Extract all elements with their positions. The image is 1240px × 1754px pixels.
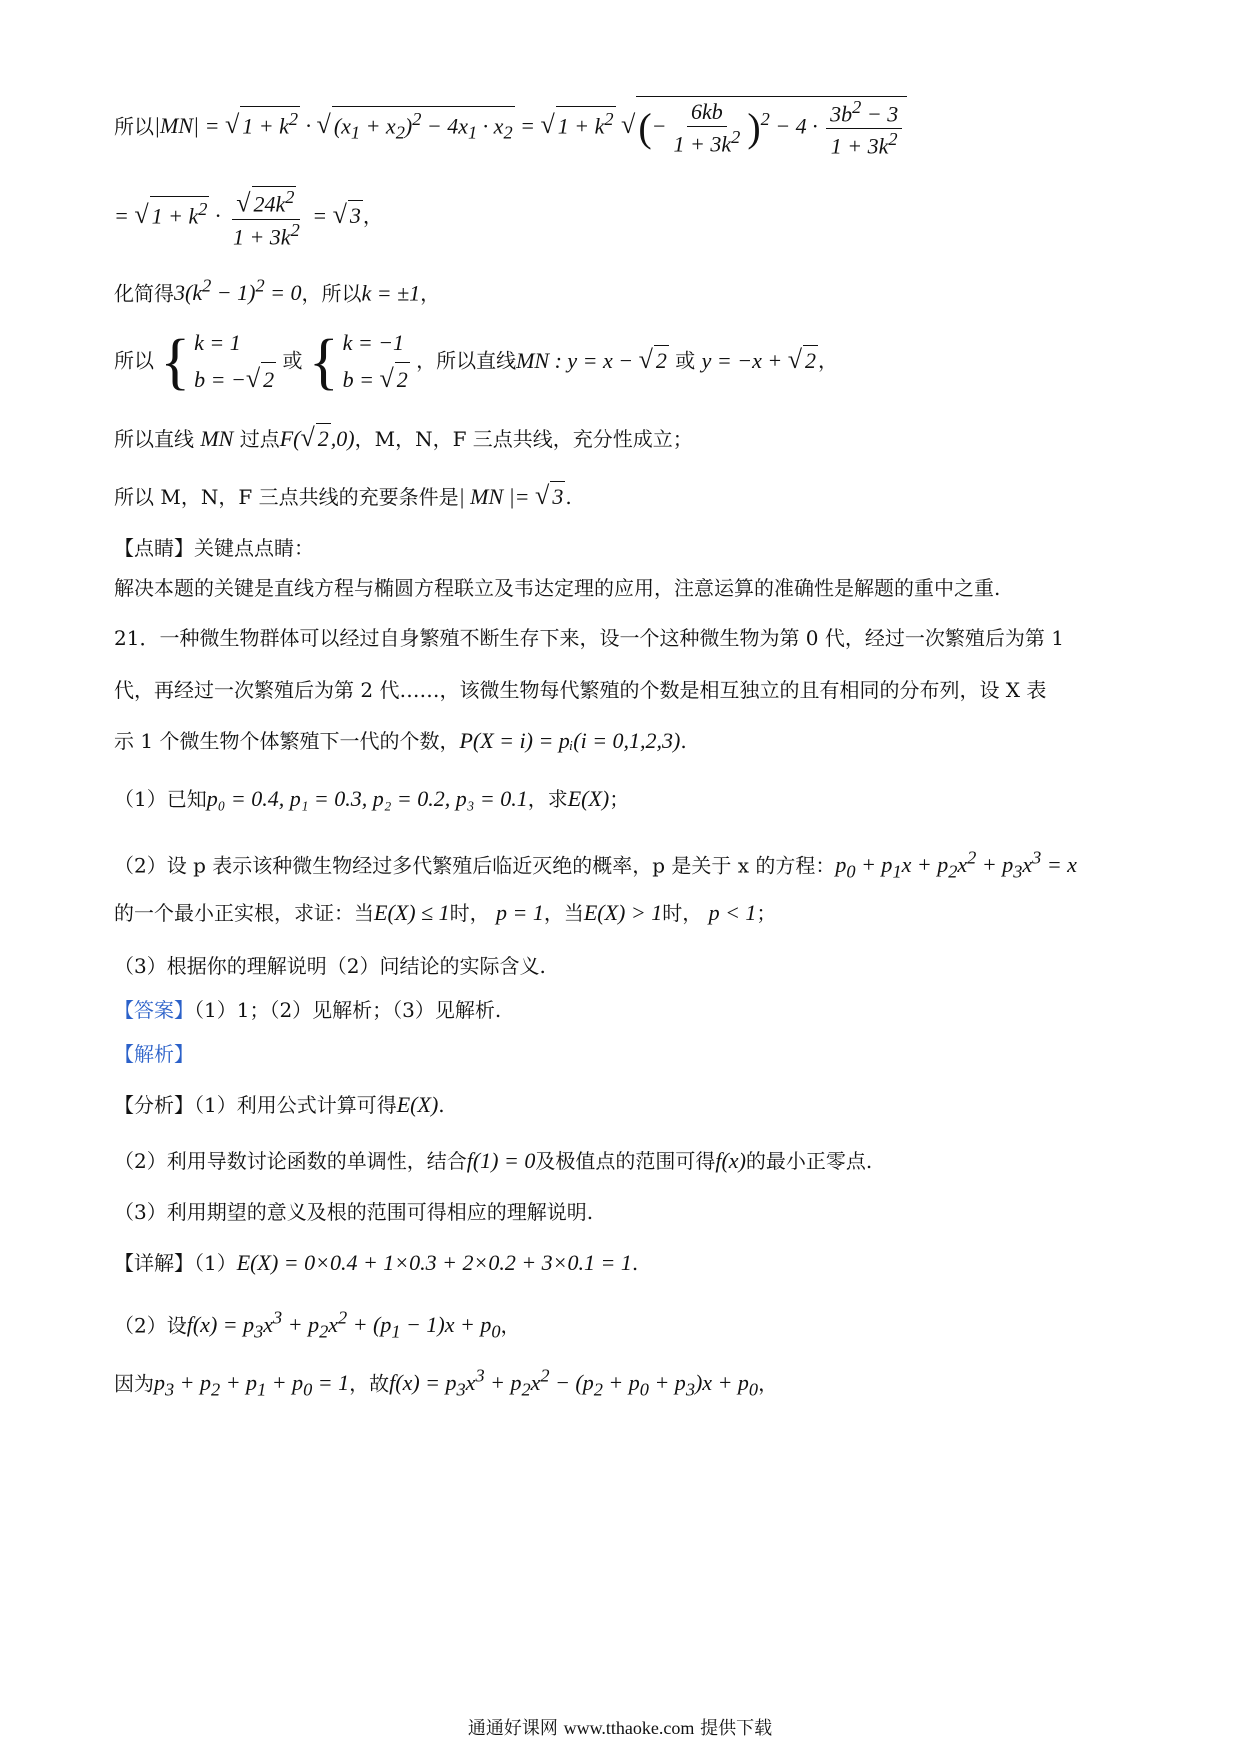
text-punct: ， — [362, 204, 383, 229]
formula-line-1: MN : y = x − √ 2 — [516, 348, 669, 373]
text: 的一个最小正实根，求证：当 — [114, 901, 374, 925]
text: ，M，N，F 三点共线，充分性成立； — [354, 427, 693, 451]
part3: （3）根据你的理解说明（2）问结论的实际含义. — [114, 954, 546, 978]
formula-point-f: F(√ 2,0) — [280, 426, 355, 451]
formula-sum-one: $p_3 + p_2 + p_1 + p_0 = 1$ — [154, 1370, 350, 1400]
line-passes-f — [114, 420, 693, 456]
dianjing-text: 解决本题的关键是直线方程与椭圆方程联立及韦达定理的应用，注意运算的准确性是解题的重中之重. — [114, 576, 1001, 600]
footer-site: 通通好课网 — [467, 1718, 558, 1739]
text: ，所以 — [301, 281, 362, 306]
text: ，所以直线 — [416, 348, 517, 373]
text: . — [565, 485, 572, 509]
text: 化简得 — [114, 281, 174, 306]
text: 过点 — [239, 427, 280, 451]
formula-f-rewritten: $f(x) = p_3x^3 + p_2x^2 - (p_2 + p_0 + p_3)x + p_0$ — [389, 1366, 759, 1400]
formula-expectation: E(X) = 0×0.4 + 1×0.3 + 2×0.2 + 3×0.1 = 1 — [236, 1250, 632, 1275]
q21-line-2: 代，再经过一次繁殖后为第 2 代……，该微生物每代繁殖的个数是相互独立的且有相同的分布列，设 X 表 — [114, 678, 1047, 702]
text: . — [438, 1093, 445, 1117]
formula-line-2: y = −x + √ 2 — [702, 348, 818, 373]
case-system-1: { k = 1 b = −√ 2 — [160, 328, 275, 396]
fenxi-2 — [114, 1146, 872, 1177]
xiangjie-1 — [114, 1248, 638, 1279]
fenxi-1 — [114, 1090, 445, 1121]
text: ； — [609, 787, 630, 811]
text: . — [631, 1251, 639, 1275]
text: 的最小正零点. — [745, 1149, 873, 1173]
case-system-2: { k = −1 b = √ 2 — [308, 328, 408, 396]
formula-f-def: $f(x) = p_3x^3 + p_2x^2 + (p_1 - 1)x + p_0$ — [186, 1308, 501, 1342]
formula-mn: MN — [200, 426, 234, 451]
line-simplify — [114, 274, 440, 309]
text: . — [680, 729, 687, 753]
text: ， — [420, 281, 441, 306]
formula-fx: f(x) — [715, 1148, 746, 1173]
formula-equation: $p_0 + p_1x + p_2x^2 + p_3x^3 = x$ — [835, 848, 1077, 882]
text: （2）利用导数讨论函数的单调性，结合 — [114, 1149, 467, 1173]
text: （2）设 — [114, 1313, 187, 1338]
text: 【详解】（1） — [114, 1251, 237, 1275]
answer-tag: 【答案】 — [114, 998, 194, 1022]
formula-mn-sqrt3: | MN |= √ 3 — [459, 484, 566, 509]
xiangjie-2 — [114, 1306, 521, 1345]
line-conclusion — [114, 478, 572, 514]
text: 所以 — [114, 348, 154, 373]
text: （2）设 p 表示该种微生物经过多代繁殖后临近灭绝的概率，p 是关于 x 的方程： — [114, 853, 836, 878]
text: ，当 — [543, 901, 584, 925]
line-mn-result — [114, 186, 383, 250]
xiangjie-3 — [114, 1364, 778, 1403]
formula-ex: E(X) — [396, 1092, 439, 1117]
answer-text: （1）1；（2）见解析；（3）见解析. — [194, 998, 502, 1022]
formula-k: k = ±1 — [361, 280, 421, 306]
text: ，故 — [349, 1371, 390, 1396]
dianjing-heading: 【点睛】关键点点睛： — [114, 536, 314, 560]
text: 示 1 个微生物个体繁殖下一代的个数， — [114, 729, 460, 753]
part2-line-2 — [114, 898, 776, 929]
text: ， — [500, 1313, 521, 1338]
text: 所以 M，N，F 三点共线的充要条件是 — [114, 485, 459, 509]
text: 【分析】（1）利用公式计算可得 — [114, 1093, 397, 1117]
footer-suffix: 提供下载 — [700, 1718, 773, 1739]
formula-mn-result: = √ $1 + k^2$ · $\frac{√ 24k^2}{1 + 3k^2}$ = √ 3 — [114, 187, 361, 249]
text: ，求 — [527, 787, 568, 811]
answer — [114, 996, 501, 1024]
text: ； — [756, 901, 777, 925]
text: 时， — [662, 901, 703, 925]
formula-mn-length: |MN| = √ $1 + k^2$ · √ $(x_1 + x_2)^2 - 4x_1 \cdot x_2$ = √ $1 + k^2$ √(− $\frac{6kb}{1 + 3k^2}$ )$^2$ − 4 · $\frac{3b^2 - 3}{1 + 3k^2}$ — [154, 113, 907, 138]
q21-line-1: 21．一种微生物群体可以经过自身繁殖不断生存下来，设一个这种微生物为第 0 代，经过一次繁殖后为第 1 — [114, 626, 1064, 650]
q21-line-3 — [114, 726, 687, 757]
text: 所以直线 — [114, 427, 194, 451]
formula-ex: E(X) — [567, 786, 610, 811]
text: 因为 — [114, 1371, 154, 1396]
text: ， — [818, 348, 838, 373]
line-mn-length — [114, 96, 907, 159]
formula-simplify: $3(k^2 - 1)^2 = 0$ — [174, 276, 302, 306]
text: ， — [758, 1371, 779, 1396]
text: 时， — [449, 901, 490, 925]
fenxi-3: （3）利用期望的意义及根的范围可得相应的理解说明. — [114, 1200, 594, 1224]
text: 或 — [282, 348, 303, 373]
formula-distribution: P(X = i) = pᵢ(i = 0,1,2,3) — [459, 728, 681, 753]
formula-f1-zero: f(1) = 0 — [466, 1148, 536, 1173]
formula-ex-le-1: E(X) ≤ 1 — [374, 900, 450, 925]
formula-probabilities: p₀ = 0.4, p₁ = 0.3, p₂ = 0.2, p₃ = 0.1 — [206, 786, 528, 811]
line-cases — [114, 326, 838, 398]
text: 及极值点的范围可得 — [535, 1149, 716, 1173]
text: 或 — [675, 348, 696, 373]
page-footer — [0, 1716, 1240, 1741]
text: （1）已知 — [114, 787, 207, 811]
formula-p-lt-1: p < 1 — [708, 900, 757, 925]
part2-line-1 — [114, 846, 1077, 885]
formula-p-eq-1: p = 1 — [495, 900, 544, 925]
formula-ex-gt-1: E(X) > 1 — [583, 900, 663, 925]
part1 — [114, 784, 629, 815]
jiexi-tag: 【解析】 — [114, 1042, 194, 1066]
text-prefix: 所以 — [114, 114, 154, 139]
footer-url[interactable]: www.tthaoke.com — [563, 1718, 695, 1738]
